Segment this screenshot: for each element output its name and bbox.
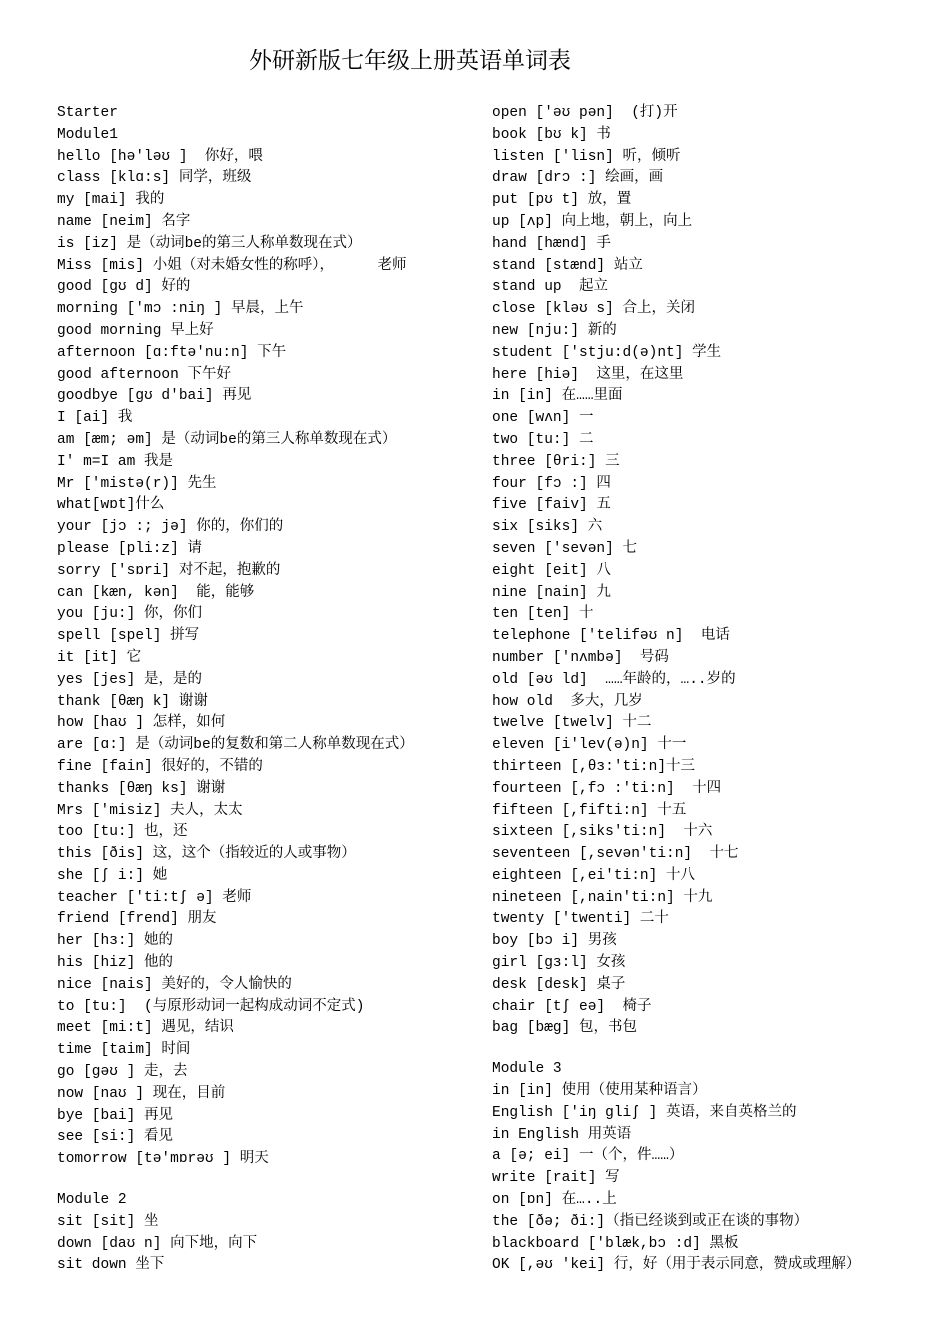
vocabulary-entry: go [gəʊ ] 走，去 [57,1064,188,1081]
vocabulary-entry: seventeen [,sevən'ti:n] 十七 [492,846,739,863]
vocabulary-entry: nice [nais] 美好的，令人愉快的 [57,976,292,993]
vocabulary-entry: up [ʌp] 向上地，朝上，向上 [492,213,693,230]
left-word-column [57,103,477,1277]
right-word-column [492,103,942,1277]
vocabulary-entry: here [hiə] 这里，在这里 [492,366,684,383]
vocabulary-entry: teacher ['ti:tʃ ə] 老师 [57,889,252,906]
vocabulary-entry: hello [hə'ləʊ ] 你好，喂 [57,148,263,165]
vocabulary-entry: this [ðis] 这，这个（指较近的人或事物） [57,846,356,863]
vocabulary-entry: down [daʊ n] 向下地，向下 [57,1235,258,1252]
vocabulary-entry: see [si:] 看见 [57,1129,174,1146]
vocabulary-entry: I' m=I am 我是 [57,453,174,470]
vocabulary-entry: stand [stænd] 站立 [492,257,643,274]
vocabulary-entry: her [hɜ:] 她的 [57,933,174,950]
vocabulary-entry: four [fɔ :] 四 [492,475,611,492]
vocabulary-entry: she [ʃ i:] 她 [57,867,168,884]
vocabulary-entry: listen ['lisn] 听，倾听 [492,148,681,165]
vocabulary-entry: boy [bɔ i] 男孩 [492,933,617,950]
vocabulary-entry: my [mai] 我的 [57,192,165,209]
vocabulary-entry: put [pʊ t] 放，置 [492,192,632,209]
vocabulary-entry: close [kləʊ s] 合上，关闭 [492,301,696,318]
vocabulary-entry [57,1171,477,1190]
vocabulary-entry: Mr ['mistə(r)] 先生 [57,475,217,492]
vocabulary-entry: new [nju:] 新的 [492,322,617,339]
vocabulary-entry: chair [tʃ eə] 椅子 [492,998,652,1015]
vocabulary-entry: OK [,əʊ 'kei] 行，好（用于表示同意，赞成或理解） [492,1257,861,1274]
vocabulary-entry: fifteen [,fifti:n] 十五 [492,802,687,819]
vocabulary-entry: write [rait] 写 [492,1170,620,1187]
vocabulary-entry: friend [frend] 朋友 [57,911,217,928]
vocabulary-entry: number ['nʌmbə] 号码 [492,649,669,666]
vocabulary-entry: twelve [twelv] 十二 [492,715,652,732]
vocabulary-entry: fine [fain] 很好的，不错的 [57,758,263,775]
vocabulary-entry: sit [sit] 坐 [57,1213,159,1230]
vocabulary-entry: his [hiz] 他的 [57,955,174,972]
vocabulary-entry: morning ['mɔ :niŋ ] 早晨，上午 [57,301,304,318]
section-heading: Module 3 [492,1061,562,1078]
vocabulary-entry: too [tu:] 也，还 [57,824,188,841]
vocabulary-entry: in [in] 在……里面 [492,388,623,405]
vocabulary-entry: time [taim] 时间 [57,1042,191,1059]
vocabulary-entry: book [bʊ k] 书 [492,126,611,143]
vocabulary-entry: thank [θæŋ k] 谢谢 [57,693,208,710]
section-heading: Module1 [57,126,118,143]
vocabulary-entry: how old 多大，几岁 [492,693,643,710]
vocabulary-entry: it [it] 它 [57,649,142,666]
vocabulary-entry: how [haʊ ] 怎样，如何 [57,715,226,732]
vocabulary-entry: three [θri:] 三 [492,453,620,470]
vocabulary-entry: twenty ['twenti] 二十 [492,911,669,928]
page-title: 外研新版七年级上册英语单词表 [249,48,571,74]
vocabulary-entry: thirteen [,θɜ:'ti:n]十三 [492,758,696,775]
vocabulary-entry: student ['stju:d(ə)nt] 学生 [492,344,722,361]
vocabulary-entry: one [wʌn] 一 [492,410,594,427]
vocabulary-entry: good [gʊ d] 好的 [57,279,191,296]
vocabulary-entry: afternoon [ɑ:ftə'nu:n] 下午 [57,344,287,361]
vocabulary-entry: goodbye [gʊ d'bai] 再见 [57,388,252,405]
vocabulary-entry: can [kæn, kən] 能，能够 [57,584,255,601]
vocabulary-entry: the [ðə; ði:]（指已经谈到或正在谈的事物） [492,1213,809,1230]
vocabulary-entry: is [iz] 是（动词be的第三人称单数现在式） [57,235,362,252]
vocabulary-entry: nineteen [,nain'ti:n] 十九 [492,889,713,906]
vocabulary-entry: tomorrow [tə'mɒrəʊ ] 明天 [57,1151,269,1168]
vocabulary-entry: please [pli:z] 请 [57,540,203,557]
vocabulary-entry: hand [hænd] 手 [492,235,611,252]
vocabulary-entry: are [ɑ:] 是（动词be的复数和第二人称单数现在式） [57,737,414,754]
vocabulary-entry: Miss [mis] 小姐（对未婚女性的称呼）， 老师 [57,257,407,274]
vocabulary-entry: on [ɒn] 在…..上 [492,1192,617,1209]
vocabulary-entry: you [ju:] 你，你们 [57,606,203,623]
vocabulary-entry: five [faiv] 五 [492,497,611,514]
vocabulary-entry: old [əʊ ld] ……年龄的，…..岁的 [492,671,736,688]
section-heading: Starter [57,105,118,121]
vocabulary-entry: thanks [θæŋ ks] 谢谢 [57,780,226,797]
vocabulary-entry: seven ['sevən] 七 [492,540,638,557]
vocabulary-entry: good morning 早上好 [57,322,214,339]
vocabulary-entry: bag [bæg] 包，书包 [492,1020,638,1037]
vocabulary-entry: what[wɒt]什么 [57,497,165,514]
vocabulary-entry: a [ə; ei] 一（个，件……） [492,1148,684,1165]
vocabulary-entry: class [klɑ:s] 同学，班级 [57,170,252,187]
vocabulary-entry: I [ai] 我 [57,410,133,427]
vocabulary-entry: Mrs ['misiz] 夫人，太太 [57,802,243,819]
vocabulary-entry: eleven [i'lev(ə)n] 十一 [492,737,687,754]
vocabulary-entry: fourteen [,fɔ :'ti:n] 十四 [492,780,722,797]
vocabulary-entry: yes [jes] 是，是的 [57,671,203,688]
vocabulary-entry: sit down 坐下 [57,1257,165,1274]
vocabulary-entry: in [in] 使用（使用某种语言） [492,1083,707,1100]
vocabulary-entry: stand up 起立 [492,279,609,296]
vocabulary-entry: telephone ['telifəʊ n] 电话 [492,628,730,645]
vocabulary-entry: spell [spel] 拼写 [57,628,200,645]
vocabulary-entry: sixteen [,siks'ti:n] 十六 [492,824,713,841]
vocabulary-entry: girl [gɜ:l] 女孩 [492,955,626,972]
vocabulary-entry: blackboard ['blæk,bɔ :d] 黑板 [492,1235,739,1252]
vocabulary-entry: eighteen [,ei'ti:n] 十八 [492,867,696,884]
vocabulary-entry: open ['əʊ pən] (打)开 [492,105,678,121]
vocabulary-entry: six [siks] 六 [492,519,603,536]
vocabulary-entry [492,1040,942,1059]
vocabulary-entry: now [naʊ ] 现在，目前 [57,1085,226,1102]
vocabulary-entry: ten [ten] 十 [492,606,594,623]
vocabulary-entry: desk [desk] 桌子 [492,976,626,993]
vocabulary-entry: English ['iŋ gliʃ ] 英语，来自英格兰的 [492,1104,797,1121]
vocabulary-entry: in English 用英语 [492,1126,632,1143]
vocabulary-entry: bye [bai] 再见 [57,1107,174,1124]
vocabulary-entry: am [æm; əm] 是（动词be的第三人称单数现在式） [57,431,397,448]
vocabulary-entry: draw [drɔ :] 绘画，画 [492,170,664,187]
vocabulary-entry: your [jɔ :; jə] 你的，你们的 [57,519,284,536]
vocabulary-entry: good afternoon 下午好 [57,366,232,383]
vocabulary-entry: to [tu:] (与原形动词一起构成动词不定式) [57,998,365,1015]
vocabulary-entry: sorry ['sɒri] 对不起，抱歉的 [57,562,281,579]
vocabulary-entry: two [tu:] 二 [492,431,594,448]
vocabulary-entry: name [neim] 名字 [57,213,191,230]
vocabulary-entry: nine [nain] 九 [492,584,611,601]
vocabulary-entry: eight [eit] 八 [492,562,611,579]
vocabulary-entry: meet [mi:t] 遇见，结识 [57,1020,234,1037]
section-heading: Module 2 [57,1192,127,1209]
